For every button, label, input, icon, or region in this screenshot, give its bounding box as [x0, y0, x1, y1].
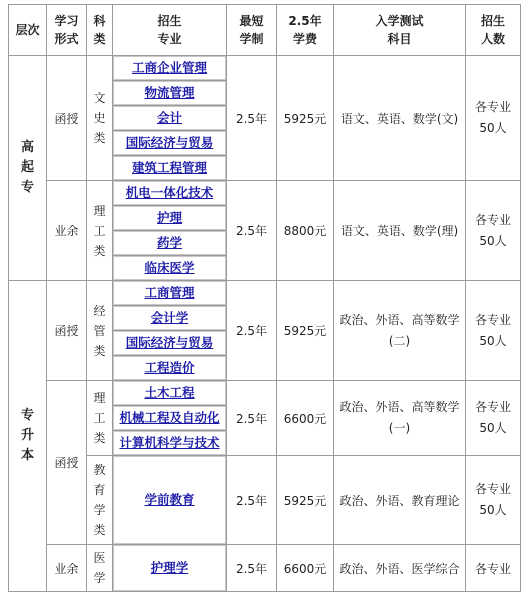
category-cell: 教 育 学 类 [87, 456, 113, 545]
form-cell: 函授 [47, 281, 87, 381]
exam-cell: 语文、英语、数学(理) [334, 181, 466, 281]
major-cell [113, 256, 227, 281]
major-cell [113, 56, 227, 81]
major-link[interactable]: 药学 [113, 231, 226, 255]
major-cell [113, 431, 227, 456]
fee-cell: 5925元 [277, 281, 334, 381]
exam-cell: 政治、外语、医学综合 [334, 545, 466, 592]
header-fee: 2.5年 学费 [277, 5, 334, 56]
major-link[interactable]: 物流管理 [113, 81, 226, 105]
major-link[interactable]: 会计学 [113, 306, 226, 330]
major-link[interactable]: 机械工程及自动化 [113, 406, 226, 430]
category-cell: 理 工 类 [87, 181, 113, 281]
quota-cell: 各专业 [466, 545, 521, 592]
header-exam: 入学测试 科目 [334, 5, 466, 56]
exam-cell: 政治、外语、教育理论 [334, 456, 466, 545]
table-row [9, 56, 521, 81]
form-cell: 函授 [47, 381, 87, 545]
header-category: 科 类 [87, 5, 113, 56]
header-row [9, 5, 521, 56]
duration-cell: 2.5年 [227, 381, 277, 456]
category-cell: 文 史 类 [87, 56, 113, 181]
major-cell [113, 206, 227, 231]
table-row [9, 545, 521, 592]
major-cell [113, 331, 227, 356]
duration-cell: 2.5年 [227, 281, 277, 381]
major-link[interactable]: 建筑工程管理 [113, 156, 226, 180]
major-link[interactable]: 国际经济与贸易 [113, 131, 226, 155]
major-cell [113, 81, 227, 106]
category-cell: 医 学 [87, 545, 113, 592]
major-link[interactable]: 国际经济与贸易 [113, 331, 226, 355]
major-link[interactable]: 土木工程 [113, 381, 226, 405]
duration-cell: 2.5年 [227, 456, 277, 545]
major-cell [113, 106, 227, 131]
major-cell [113, 131, 227, 156]
major-link[interactable]: 护理 [113, 206, 226, 230]
level-cell: 专 升 本 [9, 281, 47, 592]
major-link[interactable]: 护理学 [113, 545, 226, 591]
header-form: 学习 形式 [47, 5, 87, 56]
major-link[interactable]: 机电一体化技术 [113, 181, 226, 205]
table-row [9, 281, 521, 306]
major-link[interactable]: 学前教育 [113, 456, 226, 544]
form-cell: 业余 [47, 545, 87, 592]
major-cell [113, 156, 227, 181]
major-cell [113, 181, 227, 206]
duration-cell: 2.5年 [227, 545, 277, 592]
major-link[interactable]: 会计 [113, 106, 226, 130]
fee-cell: 5925元 [277, 456, 334, 545]
fee-cell: 5925元 [277, 56, 334, 181]
category-cell: 经 管 类 [87, 281, 113, 381]
major-cell [113, 231, 227, 256]
exam-cell: 政治、外语、高等数学 (一) [334, 381, 466, 456]
quota-cell: 各专业 50人 [466, 456, 521, 545]
header-quota: 招生 人数 [466, 5, 521, 56]
quota-cell: 各专业 50人 [466, 181, 521, 281]
major-cell [113, 545, 227, 592]
fee-cell: 6600元 [277, 545, 334, 592]
table-row [9, 381, 521, 406]
major-link[interactable]: 工商管理 [113, 281, 226, 305]
form-cell: 业余 [47, 181, 87, 281]
header-level: 层次 [9, 5, 47, 56]
major-link[interactable]: 工程造价 [113, 356, 226, 380]
major-cell [113, 406, 227, 431]
major-cell [113, 356, 227, 381]
form-cell: 函授 [47, 56, 87, 181]
exam-cell: 政治、外语、高等数学 (二) [334, 281, 466, 381]
admissions-table [8, 4, 521, 592]
duration-cell: 2.5年 [227, 181, 277, 281]
level-cell: 高 起 专 [9, 56, 47, 281]
header-major: 招生 专业 [113, 5, 227, 56]
quota-cell: 各专业 50人 [466, 56, 521, 181]
category-cell: 理 工 类 [87, 381, 113, 456]
fee-cell: 8800元 [277, 181, 334, 281]
major-cell [113, 456, 227, 545]
major-link[interactable]: 工商企业管理 [113, 56, 226, 80]
major-link[interactable]: 计算机科学与技术 [113, 431, 226, 455]
fee-cell: 6600元 [277, 381, 334, 456]
major-cell [113, 306, 227, 331]
major-link[interactable]: 临床医学 [113, 256, 226, 280]
exam-cell: 语文、英语、数学(文) [334, 56, 466, 181]
table-row [9, 181, 521, 206]
duration-cell: 2.5年 [227, 56, 277, 181]
quota-cell: 各专业 50人 [466, 281, 521, 381]
header-duration: 最短 学制 [227, 5, 277, 56]
quota-cell: 各专业 50人 [466, 381, 521, 456]
major-cell [113, 381, 227, 406]
major-cell [113, 281, 227, 306]
